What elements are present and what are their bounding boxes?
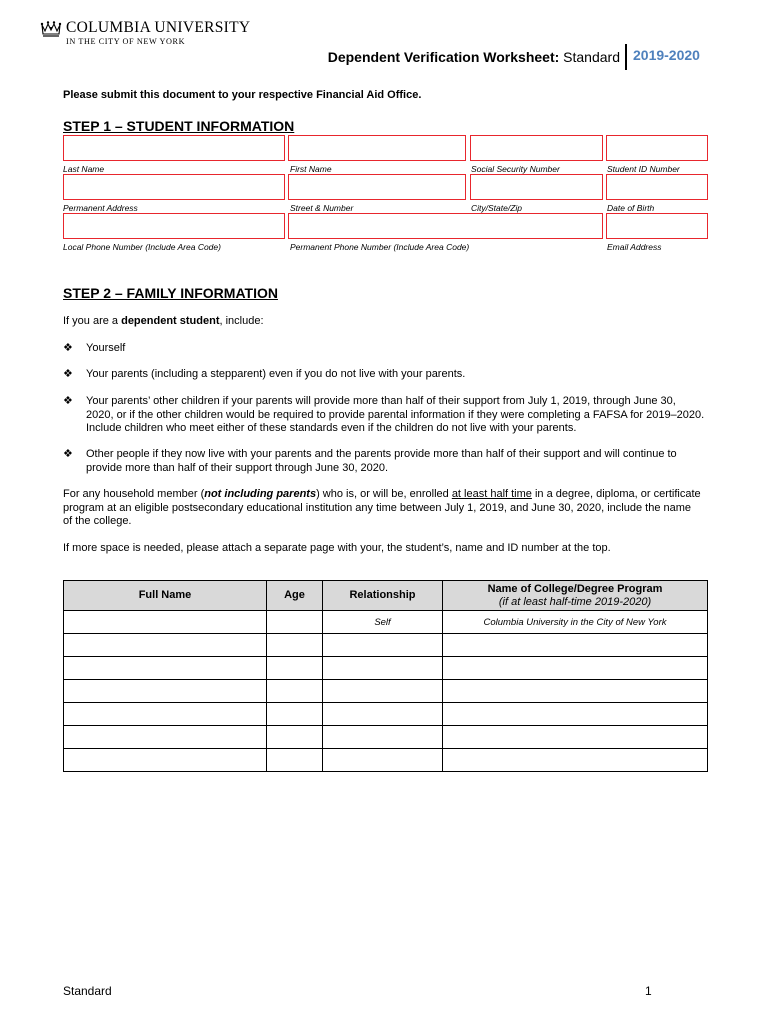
step1-heading: STEP 1 – STUDENT INFORMATION bbox=[63, 118, 295, 134]
diamond-bullet-icon: ❖ bbox=[63, 395, 73, 407]
university-logo bbox=[40, 17, 251, 49]
date-of-birth-field[interactable] bbox=[606, 174, 708, 200]
step2-intro bbox=[63, 315, 264, 329]
full-name-header: Full Name bbox=[64, 581, 267, 611]
diamond-bullet-icon: ❖ bbox=[63, 368, 73, 380]
ssn-label: Social Security Number bbox=[471, 164, 560, 174]
relationship-cell[interactable] bbox=[323, 726, 443, 749]
age-cell[interactable] bbox=[267, 749, 323, 772]
college-cell[interactable] bbox=[443, 680, 708, 703]
diamond-bullet-icon: ❖ bbox=[63, 342, 73, 354]
local-phone-field[interactable] bbox=[63, 213, 285, 239]
first-name-field[interactable] bbox=[288, 135, 466, 161]
table-row bbox=[64, 680, 708, 703]
college-cell[interactable]: Columbia University in the City of New York bbox=[443, 611, 708, 634]
step2-intro-post: , include: bbox=[219, 315, 264, 327]
college-header-title: Name of College/Degree Program bbox=[487, 582, 663, 595]
age-cell[interactable] bbox=[267, 657, 323, 680]
city-state-zip-field[interactable] bbox=[470, 174, 603, 200]
ssn-field[interactable] bbox=[470, 135, 603, 161]
permanent-phone-field[interactable] bbox=[288, 213, 603, 239]
college-header-subtitle: (if at least half-time 2019-2020) bbox=[498, 595, 652, 608]
submit-note: Please submit this document to your respective Financial Aid Office. bbox=[63, 89, 422, 101]
document-year: 2019-2020 bbox=[633, 47, 700, 63]
household-post: in a degree, diploma, or certificate program at an eligible postsecondary educational institution any time between July 1, 2019, and June 30, 2020, include the name of the college. bbox=[63, 488, 701, 527]
college-cell[interactable] bbox=[443, 703, 708, 726]
bullet-item: Your parents (including a stepparent) even if you do not live with your parents. bbox=[86, 368, 466, 380]
full-name-cell[interactable] bbox=[64, 680, 267, 703]
age-cell[interactable] bbox=[267, 634, 323, 657]
table-header-row bbox=[64, 581, 708, 611]
household-bold: not including parents bbox=[204, 488, 317, 500]
email-field[interactable] bbox=[606, 213, 708, 239]
age-cell[interactable] bbox=[267, 703, 323, 726]
city-state-zip-label: City/State/Zip bbox=[471, 203, 523, 213]
permanent-phone-label: Permanent Phone Number (Include Area Code) bbox=[290, 242, 470, 252]
diamond-bullet-icon: ❖ bbox=[63, 448, 73, 460]
full-name-cell[interactable] bbox=[64, 749, 267, 772]
college-header bbox=[443, 581, 708, 611]
household-paragraph bbox=[63, 488, 703, 529]
full-name-cell[interactable] bbox=[64, 634, 267, 657]
household-mid: ) who is, or will be, enrolled bbox=[316, 488, 452, 500]
college-cell[interactable] bbox=[443, 749, 708, 772]
title-divider bbox=[625, 44, 627, 70]
street-number-field[interactable] bbox=[288, 174, 466, 200]
relationship-cell[interactable] bbox=[323, 634, 443, 657]
document-title-regular: Standard bbox=[559, 49, 620, 65]
bullet-item: Your parents’ other children if your parents will provide more than half of their support from July 1, 2019, through June 30, 2020, or if the other children would be required to provide parental information if they were completing a FAFSA for 2019–2020. Include children who meet either of these standards even if the children do not live with your parents. bbox=[86, 395, 705, 434]
relationship-cell[interactable] bbox=[323, 703, 443, 726]
relationship-cell[interactable] bbox=[323, 749, 443, 772]
table-row bbox=[64, 703, 708, 726]
full-name-cell[interactable] bbox=[64, 611, 267, 634]
relationship-cell[interactable] bbox=[323, 657, 443, 680]
household-underline: at least half time bbox=[451, 488, 532, 500]
bullet-item: Other people if they now live with your parents and the parents provide more than half of their support and will continue to provide more than half of their support through June 30, 2020. bbox=[86, 448, 677, 474]
table-row bbox=[64, 611, 708, 634]
age-cell[interactable] bbox=[267, 680, 323, 703]
step2-intro-bold: dependent student bbox=[121, 315, 220, 327]
table-row bbox=[64, 657, 708, 680]
permanent-address-field[interactable] bbox=[63, 174, 285, 200]
age-cell[interactable] bbox=[267, 726, 323, 749]
document-title-bold: Dependent Verification Worksheet: bbox=[327, 49, 560, 65]
street-number-label: Street & Number bbox=[290, 203, 354, 213]
table-row bbox=[64, 749, 708, 772]
document-title bbox=[328, 49, 620, 65]
more-space-note: If more space is needed, please attach a separate page with your, the student’s, name and ID number at the top. bbox=[63, 542, 611, 554]
full-name-cell[interactable] bbox=[64, 657, 267, 680]
page-number: 1 bbox=[645, 984, 652, 998]
step2-heading: STEP 2 – FAMILY INFORMATION bbox=[63, 285, 278, 301]
full-name-cell[interactable] bbox=[64, 703, 267, 726]
last-name-field[interactable] bbox=[63, 135, 285, 161]
college-cell[interactable] bbox=[443, 657, 708, 680]
student-id-label: Student ID Number bbox=[607, 164, 680, 174]
college-cell[interactable] bbox=[443, 634, 708, 657]
household-pre: For any household member ( bbox=[63, 488, 205, 500]
bullet-item: Yourself bbox=[86, 342, 126, 354]
last-name-label: Last Name bbox=[63, 164, 105, 174]
crown-icon bbox=[40, 18, 62, 38]
logo-name: COLUMBIA UNIVERSITY bbox=[66, 19, 251, 36]
student-id-field[interactable] bbox=[606, 135, 708, 161]
local-phone-label: Local Phone Number (Include Area Code) bbox=[63, 242, 221, 252]
step2-intro-pre: If you are a bbox=[63, 315, 122, 327]
relationship-cell[interactable]: Self bbox=[323, 611, 443, 634]
college-cell[interactable] bbox=[443, 726, 708, 749]
age-cell[interactable] bbox=[267, 611, 323, 634]
full-name-cell[interactable] bbox=[64, 726, 267, 749]
relationship-header: Relationship bbox=[323, 581, 443, 611]
first-name-label: First Name bbox=[290, 164, 332, 174]
logo-subtitle: IN THE CITY OF NEW YORK bbox=[66, 37, 186, 46]
footer-label: Standard bbox=[63, 984, 112, 998]
table-row bbox=[64, 634, 708, 657]
date-of-birth-label: Date of Birth bbox=[607, 203, 655, 213]
family-table bbox=[63, 580, 708, 772]
email-label: Email Address bbox=[607, 242, 662, 252]
age-header: Age bbox=[267, 581, 323, 611]
relationship-cell[interactable] bbox=[323, 680, 443, 703]
table-row bbox=[64, 726, 708, 749]
permanent-address-label: Permanent Address bbox=[63, 203, 138, 213]
